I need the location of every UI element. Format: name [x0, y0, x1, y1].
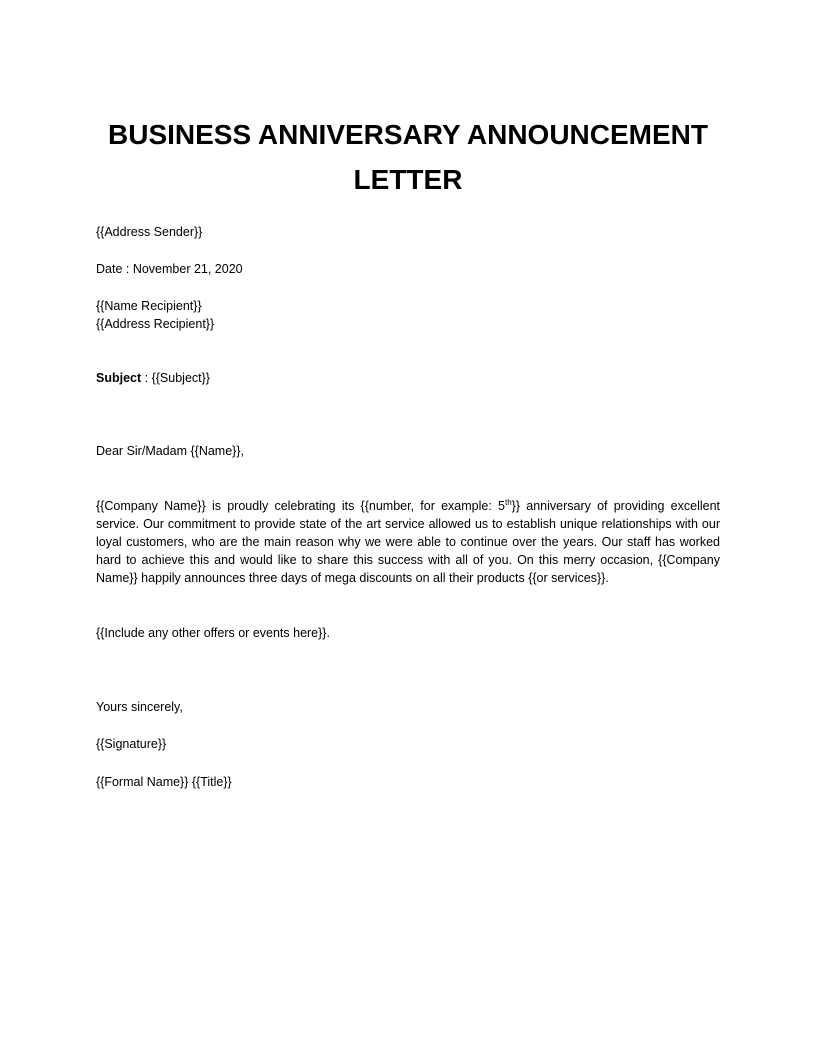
body-text-part-1: {{Company Name}} is proudly celebrating its {{number, for example: 5 [96, 499, 505, 513]
name-recipient: {{Name Recipient}} [96, 299, 202, 313]
body-text-part-2: }} anniversary of providing excellent service. Our commitment to provide state of the art service allowed us to establish unique relationships with our loyal customers, who are the main reason why we were able to continue over the years. Our staff has worked hard to achieve this and would like to share this success with all of you. On this merry occasion, {{Company Name}} happily announces three days of mega discounts on all their products {{or services}}. [96, 499, 721, 585]
salutation: Dear Sir/Madam {{Name}}, [96, 444, 244, 458]
subject-line [96, 369, 720, 387]
formal-name-title: {{Formal Name}} {{Title}} [96, 775, 232, 789]
document-title [60, 112, 756, 202]
address-sender: {{Address Sender}} [96, 225, 203, 239]
body-paragraph [96, 497, 720, 587]
subject-value: : {{Subject}} [141, 371, 210, 385]
title-line-1: BUSINESS ANNIVERSARY ANNOUNCEMENT [108, 119, 708, 150]
subject-label: Subject [96, 371, 142, 385]
body-superscript: th [505, 497, 512, 507]
offers-line: {{Include any other offers or events here}}. [96, 626, 330, 640]
address-recipient: {{Address Recipient}} [96, 317, 215, 331]
date-line: Date : November 21, 2020 [96, 262, 243, 276]
signature: {{Signature}} [96, 737, 167, 751]
title-line-2: LETTER [353, 164, 463, 195]
closing: Yours sincerely, [96, 700, 183, 714]
